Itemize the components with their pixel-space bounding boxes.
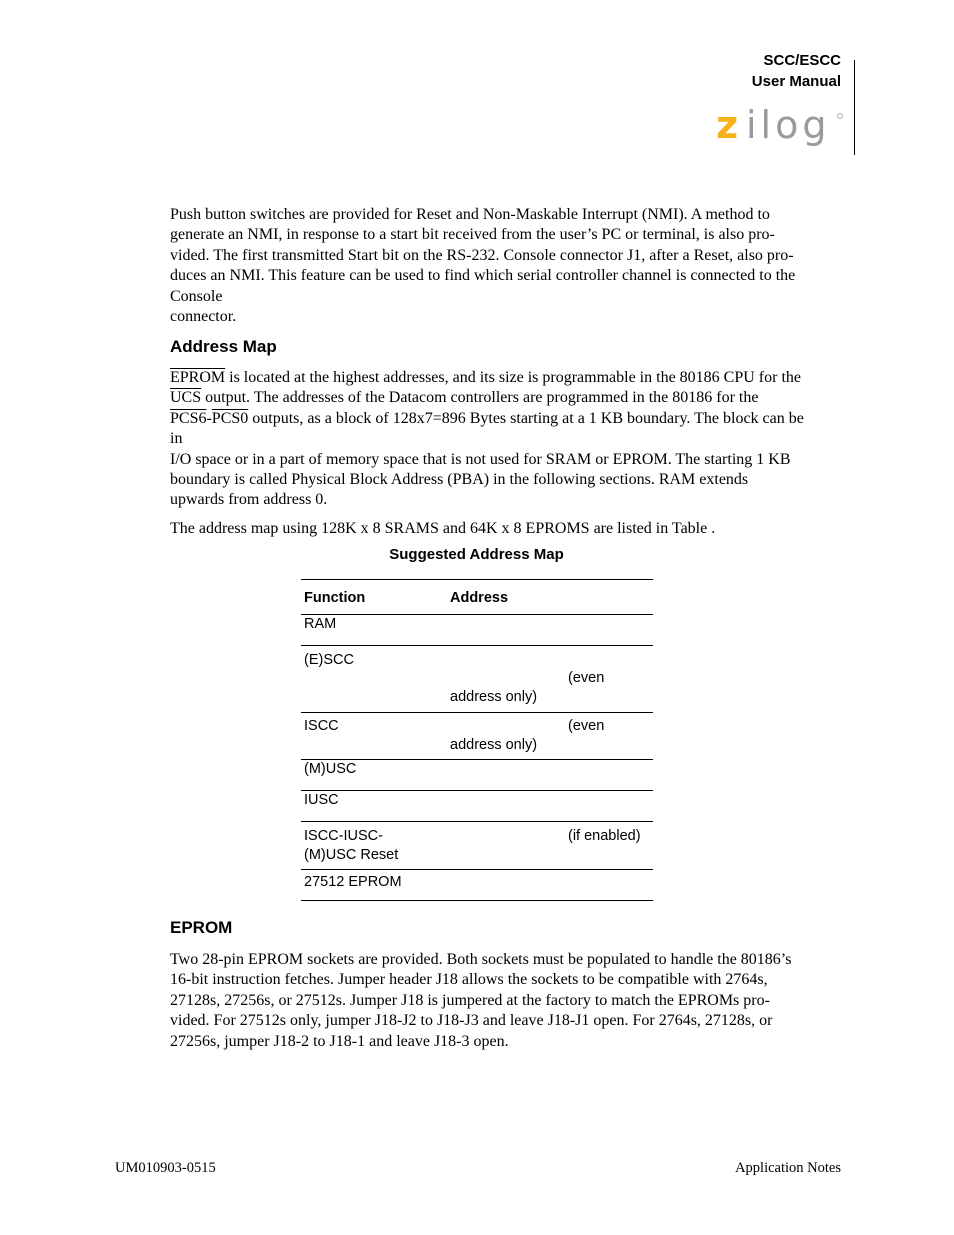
address-note-cell: address only) [450,689,538,705]
address-map-paragraph: EPROM is located at the highest addresses, and its size is programmable in the 80186 CPU for the $\overline{UCS}$ output. The addresses of the Datacom controllers are programmed in the 80186 for the PCS6-PCS0 outputs, as a block of 128x7=896 Bytes starting at a 1 KB boundary. The block can be in I/O space or in a part of memory space that is not used for SRAM or EPROM. The starting 1 KB boundary is called Physical Block Address (PBA) in the following sections. RAM extends upwards from address 0. [170,369,804,509]
function-cell: RAM [304,616,337,632]
table-row [301,870,653,901]
logo-letter-z: z [716,108,739,147]
address-map-table [301,579,653,901]
column-header-address: Address [450,590,509,606]
address-note-cell: address only) [450,736,538,753]
eprom-heading: EPROM [170,918,233,937]
section-name: Application Notes [735,1160,841,1176]
table-row [301,712,653,760]
table-reference-paragraph: The address map using 128K x 8 SRAMS and 64K x 8 EPROMS are listed in Table . [170,520,716,537]
function-cell: 27512 EPROM [304,874,402,890]
header-title: SCC/ESCC [763,52,841,69]
address-note-cell: (even [568,717,605,734]
intro-paragraph: Push button switches are provided for Reset and Non-Maskable Interrupt (NMI). A method to generate an NMI, in response to a start bit received from the user’s PC or terminal, is also pro- vided. The first transmitted Start bit on the RS-232. Console connector J1, after a Reset, also pro- duces an NMI. This feature can be used to find which serial controller channel is connected to the Console connector. [170,206,796,326]
table-row [301,822,653,870]
table-row [301,791,653,822]
pcs0-signal: PCS0 [211,409,249,427]
function-cell: IUSC [304,792,339,808]
function-cell: (M)USC [304,761,357,777]
table-header-row [301,580,653,615]
table-caption: Suggested Address Map [389,546,564,563]
logo-letters-ilog: ilog [746,108,831,147]
function-cell: (E)SCC [304,652,354,668]
ucs-signal: $\overline{UCS}$ [170,389,202,407]
document-number: UM010903-0515 [115,1160,216,1176]
table-row [301,646,653,713]
column-header-function: Function [304,590,366,606]
pcs6-signal: PCS6 [170,409,207,427]
table-row [301,615,653,646]
registered-mark [838,114,843,119]
table-row [301,760,653,791]
address-note-cell: (if enabled) [568,828,641,844]
function-cell: ISCC [304,717,339,734]
eprom-signal: EPROM [170,369,226,386]
zilog-logo [716,108,846,156]
function-cell: ISCC-IUSC- (M)USC Reset [304,828,399,863]
address-note-cell: (even [568,670,605,686]
address-map-heading: Address Map [170,337,277,356]
eprom-paragraph: Two 28-pin EPROM sockets are provided. Both sockets must be populated to handle the 80186’s 16-bit instruction fetches. Jumper header J18 allows the sockets to be compatible with 2764s, 27128s, 27256s, or 27512s. Jumper J18 is jumpered at the factory to match the EPROMs pro- vided. For 27512s only, jumper J18-J2 to J18-J3 and leave J18-J1 open. For 2764s, 27128s, or 27256s, jumper J18-2 to J18-1 and leave J18-3 open. [170,951,792,1050]
header-subtitle: User Manual [751,73,841,90]
header-divider [854,60,855,155]
